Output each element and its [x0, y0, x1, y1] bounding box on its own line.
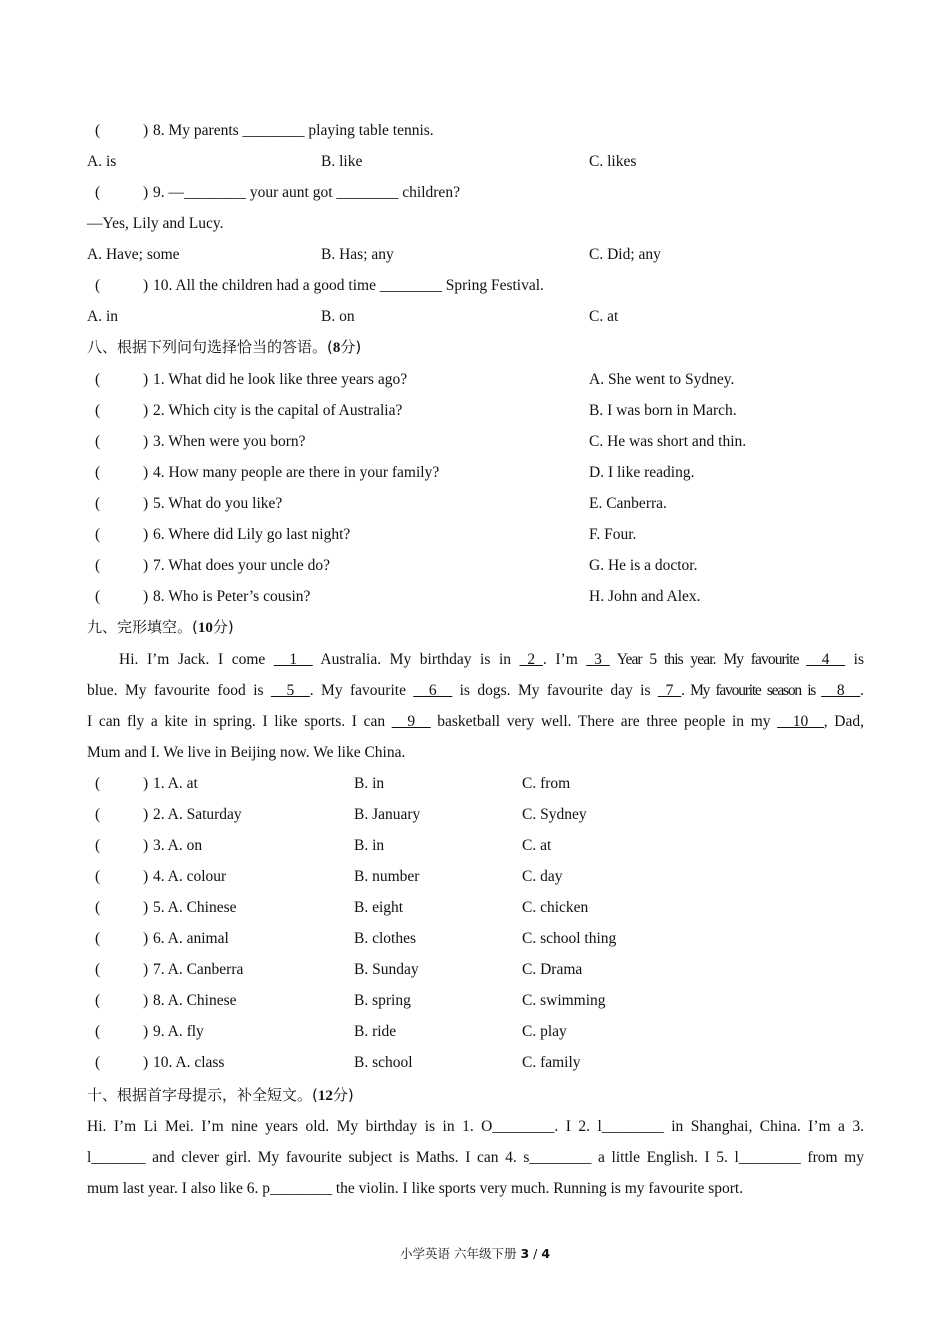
answer-bracket[interactable]: ( ) — [95, 899, 149, 916]
cloze-item-row — [87, 768, 864, 799]
option-c: C. chicken — [522, 899, 589, 916]
question-text: 7. What does your uncle do? — [153, 557, 331, 574]
passage-line: Mum and I. We live in Beijing now. We like China. — [87, 744, 406, 761]
answer-bracket[interactable]: ( ) — [95, 464, 149, 481]
question-text: 9. —________ your aunt got ________ children? — [153, 184, 460, 201]
answer-bracket[interactable]: ( ) — [95, 806, 149, 823]
option-a: 6. A. animal — [153, 930, 229, 947]
option-a: 7. A. Canberra — [153, 961, 244, 978]
option-c: C. Drama — [522, 961, 583, 978]
matching-row — [87, 581, 864, 612]
answer-bracket[interactable]: ( ) — [95, 930, 149, 947]
question-text: 8. Who is Peter’s cousin? — [153, 588, 311, 605]
passage-line: Hi. I’m Jack. I come __1__ Australia. My birthday is in _2_. I’m _3_ Year 5 this year. My favourite __4__ is — [119, 651, 864, 668]
answer-option: B. I was born in March. — [589, 402, 737, 419]
option-b: B. ride — [354, 1023, 397, 1040]
answer-bracket[interactable]: ( ) — [95, 371, 149, 388]
question-text: 5. What do you like? — [153, 495, 283, 512]
page-footer: 小学英语 六年级下册 3 / 4 — [399, 1246, 551, 1261]
answer-bracket[interactable]: ( ) — [95, 868, 149, 885]
matching-row — [87, 457, 864, 488]
option-b: B. Sunday — [354, 961, 419, 978]
option-a: 8. A. Chinese — [153, 992, 237, 1009]
blank-8: __8__ — [821, 682, 861, 699]
option-c: C. swimming — [522, 992, 606, 1009]
option-b: B. eight — [354, 899, 404, 916]
question-text: 6. Where did Lily go last night? — [153, 526, 351, 543]
options-row — [87, 146, 864, 177]
option-a: A. Have; some — [87, 246, 180, 263]
cloze-item-row — [87, 861, 864, 892]
option-c: C. Sydney — [522, 806, 587, 823]
answer-option: A. She went to Sydney. — [589, 371, 735, 388]
option-a: 5. A. Chinese — [153, 899, 237, 916]
option-c: C. day — [522, 868, 563, 885]
blank-3: _3_ — [586, 651, 610, 668]
passage-line: blue. My favourite food is __5__. My favourite __6__ is dogs. My favourite day is _7_. My favourite season is __8__. — [87, 682, 864, 699]
question-text: 1. What did he look like three years ago? — [153, 371, 408, 388]
option-b: B. Has; any — [321, 246, 394, 263]
question-text: 8. My parents ________ playing table tennis. — [153, 122, 434, 139]
blank-7: _7_ — [657, 682, 682, 699]
option-b: B. January — [354, 806, 421, 823]
blank-6: __6__ — [413, 682, 453, 699]
answer-bracket[interactable]: ( ) — [95, 433, 149, 450]
blank-5: __5__ — [270, 682, 310, 699]
blank-4: __4__ — [806, 651, 846, 668]
passage-line: Hi. I’m Li Mei. I’m nine years old. My birthday is in 1. O________. I 2. l________ in Shanghai, China. I’m a 3. — [87, 1118, 864, 1135]
section-8-heading: 八、根据下列问句选择恰当的答语。(8分) — [87, 338, 362, 356]
blank-10: __10__ — [777, 713, 824, 730]
option-c: C. from — [522, 775, 571, 792]
passage-line: mum last year. I also like 6. p________ the violin. I like sports very much. Running is my favourite sport. — [87, 1180, 744, 1197]
option-a: 4. A. colour — [153, 868, 227, 885]
option-a: A. is — [87, 153, 117, 170]
matching-row — [87, 426, 864, 457]
option-c: C. at — [589, 308, 619, 325]
question-row: ( ) 8. My parents ________ playing table tennis. — [95, 122, 434, 139]
answer-bracket[interactable]: ( ) — [95, 495, 149, 512]
option-c: C. family — [522, 1054, 581, 1071]
answer-bracket[interactable]: ( ) — [95, 961, 149, 978]
matching-row — [87, 519, 864, 550]
cloze-item-row — [87, 1016, 864, 1047]
answer-bracket[interactable]: ( ) — [95, 588, 149, 605]
option-c: C. play — [522, 1023, 567, 1040]
question-text: 2. Which city is the capital of Australia? — [153, 402, 403, 419]
options-row — [87, 301, 864, 332]
cloze-item-row — [87, 799, 864, 830]
cloze-item-row — [87, 830, 864, 861]
option-a: 9. A. fly — [153, 1023, 204, 1040]
option-c: C. likes — [589, 153, 637, 170]
answer-bracket[interactable]: ( ) — [95, 557, 149, 574]
option-b: B. school — [354, 1054, 413, 1071]
answer-bracket[interactable]: ( ) — [95, 775, 149, 792]
matching-row — [87, 395, 864, 426]
cloze-item-row — [87, 985, 864, 1016]
blank-1: __1__ — [273, 651, 313, 668]
answer-bracket[interactable]: ( ) — [95, 1054, 149, 1071]
option-b: B. clothes — [354, 930, 416, 947]
section-10-heading: 十、根据首字母提示，补全短文。(12分) — [87, 1086, 354, 1104]
option-b: B. on — [321, 308, 355, 325]
matching-row — [87, 550, 864, 581]
option-c: C. at — [522, 837, 552, 854]
matching-row — [87, 364, 864, 395]
question-row: ( ) 9. —________ your aunt got ________ children? — [95, 184, 460, 201]
option-c: C. school thing — [522, 930, 617, 947]
answer-bracket[interactable]: ( ) — [95, 992, 149, 1009]
passage-line: l_______ and clever girl. My favourite subject is Maths. I can 4. s________ a little English. I 5. l________ from my — [87, 1149, 864, 1166]
blank-9: __9__ — [391, 713, 431, 730]
cloze-passage — [87, 644, 864, 768]
cloze-item-row — [87, 892, 864, 923]
matching-row — [87, 488, 864, 519]
option-a: A. in — [87, 308, 118, 325]
passage-line: I can fly a kite in spring. I like sports. I can __9__ basketball very well. There are three people in my __10__, Dad, — [87, 713, 864, 730]
answer-option: E. Canberra. — [589, 495, 667, 512]
question-text: 3. When were you born? — [153, 433, 306, 450]
question-text: 4. How many people are there in your family? — [153, 464, 440, 481]
options-row — [87, 239, 864, 270]
option-a: 3. A. on — [153, 837, 203, 854]
option-b: B. in — [354, 837, 385, 854]
cloze-item-row — [87, 1047, 864, 1078]
answer-option: G. He is a doctor. — [589, 557, 698, 574]
page-total: 4 — [541, 1246, 551, 1261]
section-9-heading: 九、完形填空。(10分) — [87, 618, 234, 636]
option-a: 1. A. at — [153, 775, 198, 792]
answer-option: F. Four. — [589, 526, 637, 543]
option-a: 10. A. class — [153, 1054, 225, 1071]
cloze-item-row — [87, 923, 864, 954]
option-b: B. in — [354, 775, 385, 792]
question-row: ( ) 10. All the children had a good time ________ Spring Festival. — [95, 277, 544, 294]
option-b: B. spring — [354, 992, 411, 1009]
cloze-item-row — [87, 954, 864, 985]
option-b: B. number — [354, 868, 420, 885]
answer-bracket[interactable]: ( ) — [95, 402, 149, 419]
answer-option: D. I like reading. — [589, 464, 695, 481]
answer-option: C. He was short and thin. — [589, 433, 747, 450]
answer-line: —Yes, Lily and Lucy. — [87, 215, 224, 232]
option-a: 2. A. Saturday — [153, 806, 242, 823]
blank-2: _2_ — [519, 651, 543, 668]
answer-option: H. John and Alex. — [589, 588, 701, 605]
answer-bracket[interactable]: ( ) — [95, 1023, 149, 1040]
option-c: C. Did; any — [589, 246, 661, 263]
answer-bracket[interactable]: ( ) — [95, 837, 149, 854]
fill-passage — [87, 1111, 864, 1204]
option-b: B. like — [321, 153, 363, 170]
question-text: 10. All the children had a good time ________ Spring Festival. — [153, 277, 544, 294]
answer-bracket[interactable]: ( ) — [95, 526, 149, 543]
page-number: 3 — [520, 1246, 530, 1261]
